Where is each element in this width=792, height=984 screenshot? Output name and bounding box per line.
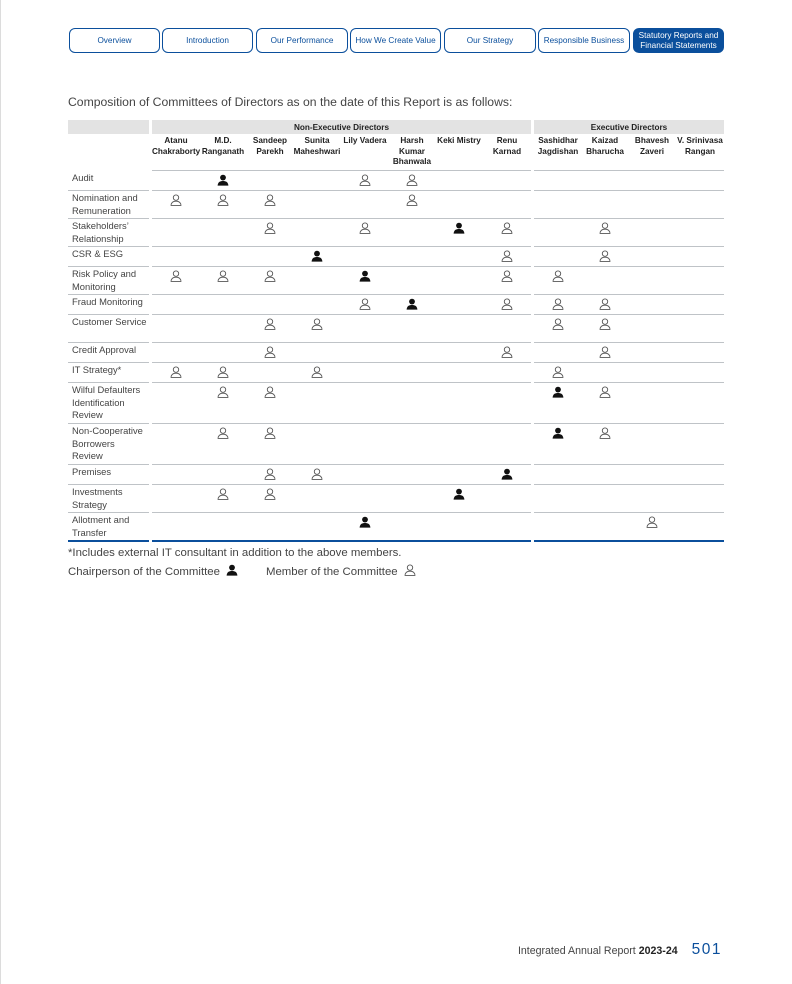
page-edge [0,0,1,984]
row-divider [152,484,531,485]
row-divider [68,362,149,363]
row-divider [68,314,149,315]
member-icon [359,222,371,234]
row-divider [68,246,149,247]
row-divider [534,190,724,191]
member-icon [552,318,564,330]
member-icon [264,468,276,480]
member-icon [264,222,276,234]
member-icon [170,270,182,282]
row-divider [152,294,531,295]
member-icon [311,468,323,480]
member-icon [264,346,276,358]
column-header: Lily Vadera [343,136,387,145]
member-icon [264,427,276,439]
chairperson-icon [226,564,238,576]
tab-our-performance[interactable]: Our Performance [256,28,348,53]
row-divider [68,218,149,219]
table-bottom-rule [152,540,531,542]
corner-header-cell [68,120,149,134]
row-divider [68,266,149,267]
column-header: Keki Mistry [437,136,481,145]
column-header: M.D. Ranganath [201,136,245,156]
row-divider [534,170,724,171]
chairperson-icon [311,250,323,262]
row-divider [534,382,724,383]
row-divider [534,294,724,295]
member-icon [552,366,564,378]
member-icon [311,318,323,330]
legend-chair-label: Chairperson of the Committee [68,566,220,578]
member-icon [311,366,323,378]
legend-member-label: Member of the Committee [265,566,398,578]
member-icon [599,386,611,398]
row-divider [68,484,149,485]
row-divider [152,190,531,191]
row-divider [152,464,531,465]
report-year: 2023-24 [638,945,678,957]
row-divider [152,362,531,363]
row-divider [534,342,724,343]
row-divider [68,382,149,383]
committee-name: Audit [72,172,94,183]
member-icon [501,346,513,358]
chairperson-icon [552,427,564,439]
committee-name: Stakeholders’ Relationship [72,220,129,244]
row-divider [152,314,531,315]
member-icon [359,174,371,186]
tab-how-we-create-value[interactable]: How We Create Value [350,28,441,53]
member-icon [501,270,513,282]
page-footer [518,941,722,959]
tab-our-strategy[interactable]: Our Strategy [444,28,536,53]
member-icon [264,318,276,330]
member-icon [501,250,513,262]
member-icon [552,298,564,310]
chairperson-icon [552,386,564,398]
member-icon [217,270,229,282]
member-icon [217,194,229,206]
member-icon [217,386,229,398]
chairperson-icon [359,516,371,528]
row-divider [68,294,149,295]
committee-name: IT Strategy* [72,364,122,375]
row-divider [534,362,724,363]
column-header: V. Srinivasa Rangan [677,136,723,156]
row-divider [152,382,531,383]
member-icon [264,386,276,398]
member-icon [264,488,276,500]
member-icon [406,194,418,206]
row-divider [68,423,149,424]
committee-name: Non-Cooperative Borrowers Review [72,425,143,462]
row-divider [152,512,531,513]
executive-group-header: Executive Directors [534,120,724,134]
member-icon [404,564,416,576]
chairperson-icon [217,174,229,186]
row-divider [534,314,724,315]
member-icon [599,346,611,358]
column-header: Sashidhar Jagdishan [537,136,579,156]
committee-name: Wilful Defaulters Identification Review [72,384,141,421]
member-icon [170,194,182,206]
row-divider [68,190,149,191]
member-icon [217,488,229,500]
committee-name: Customer Service [72,316,147,327]
column-header: Sunita Maheshwari [293,136,341,156]
tab-responsible-business[interactable]: Responsible Business [538,28,630,53]
tab-overview[interactable]: Overview [69,28,160,53]
table-bottom-rule [534,540,724,542]
table-bottom-rule [68,540,149,542]
row-divider [534,464,724,465]
non-executive-group-header: Non-Executive Directors [152,120,531,134]
row-divider [68,512,149,513]
committee-name: CSR & ESG [72,248,124,259]
member-icon [359,298,371,310]
member-icon [217,366,229,378]
committee-name: Credit Approval [72,344,137,355]
column-header: Harsh Kumar Bhanwala [392,136,432,167]
report-title: Integrated Annual Report [517,945,636,957]
chairperson-icon [501,468,513,480]
member-icon [599,298,611,310]
committee-name: Allotment and Transfer [72,514,130,538]
column-header: Kaizad Bharucha [586,136,624,156]
member-icon [501,222,513,234]
tab-statutory-reports[interactable]: Statutory Reports and Financial Statements [633,28,724,53]
legend [68,566,422,578]
member-icon [599,222,611,234]
row-divider [534,218,724,219]
committee-name: Premises [72,466,112,477]
row-divider [534,246,724,247]
row-divider [152,266,531,267]
row-divider [534,423,724,424]
member-icon [599,250,611,262]
member-icon [646,516,658,528]
column-header: Bhavesh Zaveri [634,136,670,156]
member-icon [501,298,513,310]
column-header: Atanu Chakraborty [152,136,201,156]
member-icon [264,194,276,206]
committee-name: Fraud Monitoring [72,296,143,307]
chairperson-icon [359,270,371,282]
row-divider [152,218,531,219]
row-divider [152,342,531,343]
row-divider [534,484,724,485]
committee-name: Risk Policy and Monitoring [72,268,137,292]
member-icon [406,174,418,186]
row-divider [68,342,149,343]
footnote: *Includes external IT consultant in addition to the above members. [68,547,402,559]
chairperson-icon [406,298,418,310]
row-divider [152,170,531,171]
row-divider [534,512,724,513]
row-divider [68,464,149,465]
section-nav [69,28,724,53]
column-header: Renu Karnad [492,136,522,156]
row-divider [152,423,531,424]
row-divider [152,246,531,247]
intro-text: Composition of Committees of Directors as on the date of this Report is as follows: [68,95,513,109]
member-icon [170,366,182,378]
member-icon [552,270,564,282]
member-icon [217,427,229,439]
member-icon [264,270,276,282]
row-divider [534,266,724,267]
member-icon [599,318,611,330]
page-number: 501 [691,941,722,958]
tab-introduction[interactable]: Introduction [162,28,253,53]
committee-name: Investments Strategy [72,486,123,510]
chairperson-icon [453,488,465,500]
committee-name: Nomination and Remuneration [72,192,138,216]
chairperson-icon [453,222,465,234]
column-header: Sandeep Parekh [252,136,288,156]
member-icon [599,427,611,439]
